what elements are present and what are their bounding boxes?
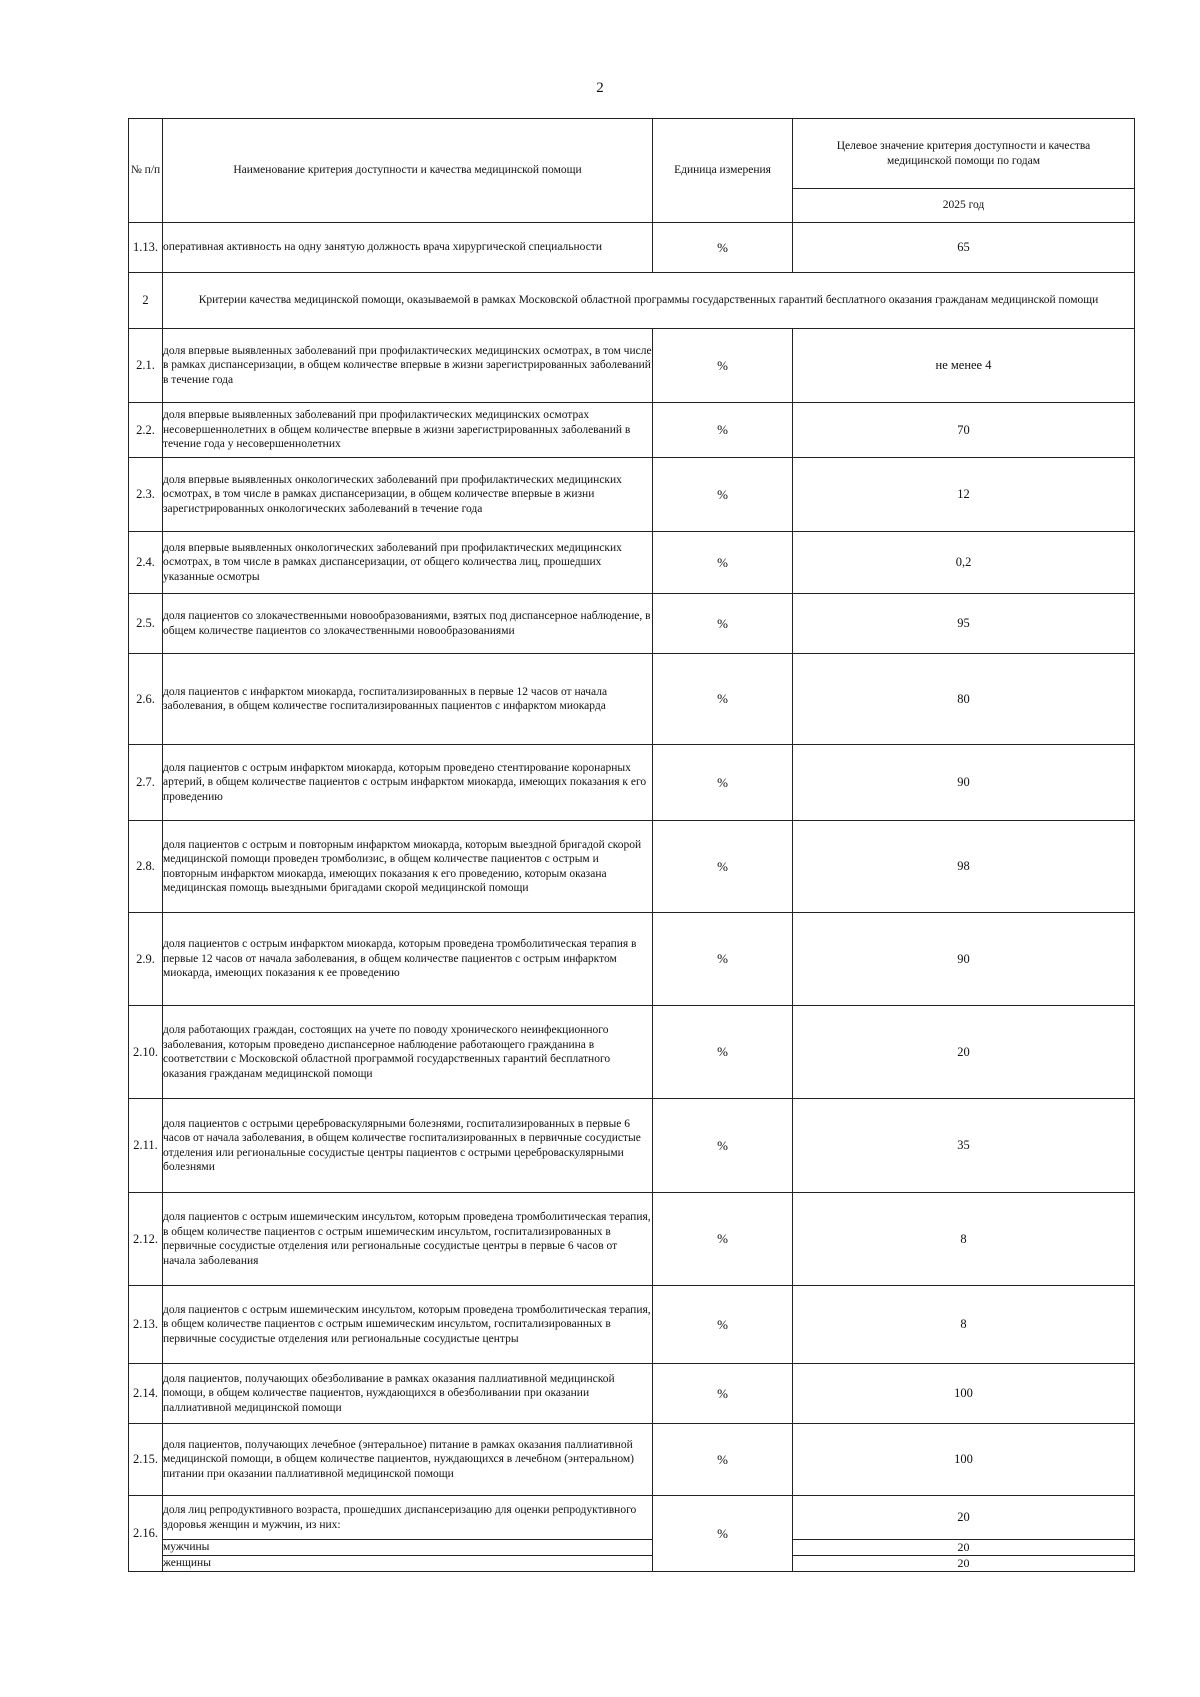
unit-value: %	[653, 1496, 793, 1572]
unit-value: %	[653, 1193, 793, 1286]
header-unit: Единица измерения	[653, 119, 793, 223]
header-criterion-name: Наименование критерия доступности и качества медицинской помощи	[163, 119, 653, 223]
criterion-name: доля работающих граждан, состоящих на учете по поводу хронического неинфекционного заболевания, которым проведено диспансерное наблюдение работающего гражданина в соответствии с Московской областной программой государственных гарантий бесплатного оказания гражданам медицинской помощи	[163, 1006, 653, 1099]
row-number: 2.15.	[129, 1424, 163, 1496]
header-number: № п/п	[129, 119, 163, 223]
row-number: 1.13.	[129, 223, 163, 273]
criterion-name: доля пациентов с острым инфарктом миокарда, которым проведена тромболитическая терапия в первые 12 часов от начала заболевания, в общем количестве пациентов с острым инфарктом миокарда, имеющих показания к ее проведению	[163, 913, 653, 1006]
page-number: 2	[596, 80, 604, 96]
row-number: 2.9.	[129, 913, 163, 1006]
row-number: 2.5.	[129, 594, 163, 654]
table-row	[129, 329, 1135, 403]
target-value: 95	[793, 594, 1135, 654]
row-number: 2.1.	[129, 329, 163, 403]
unit-value: %	[653, 594, 793, 654]
table-row	[129, 1364, 1135, 1424]
row-number: 2.8.	[129, 821, 163, 913]
criterion-name: доля пациентов, получающих обезболивание в рамках оказания паллиативной медицинской помощи, в общем количестве пациентов, нуждающихся в обезболивании при оказании паллиативной медицинской помощи	[163, 1364, 653, 1424]
target-value: 80	[793, 654, 1135, 745]
unit-value: %	[653, 1424, 793, 1496]
target-value: 100	[793, 1364, 1135, 1424]
target-value: 90	[793, 913, 1135, 1006]
criterion-name: доля пациентов с острым ишемическим инсультом, которым проведена тромболитическая терапия, в общем количестве пациентов с острым ишемическим инсультом, госпитализированных в первичные сосудистые отделения или региональные сосудистые центры	[163, 1286, 653, 1364]
criterion-name: доля пациентов с острым инфарктом миокарда, которым проведено стентирование коронарных артерий, в общем количестве пациентов с острым инфарктом миокарда, имеющих показания к его проведению	[163, 745, 653, 821]
criterion-name: доля пациентов, получающих лечебное (энтеральное) питание в рамках оказания паллиативной медицинской помощи, в общем количестве пациентов, нуждающихся в лечебном (энтеральном) питании при оказании паллиативной медицинской помощи	[163, 1424, 653, 1496]
table-row	[129, 1193, 1135, 1286]
target-value: не менее 4	[793, 329, 1135, 403]
table-row	[129, 458, 1135, 532]
criterion-name: доля пациентов с острыми цереброваскулярными болезнями, госпитализированных в первые 6 часов от начала заболевания, в общем количестве госпитализированных в первичные сосудистые отделения или региональные сосудистые центры пациентов с острыми цереброваскулярными болезнями	[163, 1099, 653, 1193]
row-number: 2	[129, 273, 163, 329]
target-value: 20	[793, 1496, 1135, 1540]
table-row	[129, 532, 1135, 594]
table-row	[129, 1424, 1135, 1496]
row-number: 2.4.	[129, 532, 163, 594]
row-number: 2.16.	[129, 1496, 163, 1572]
criterion-name: доля впервые выявленных заболеваний при профилактических медицинских осмотрах несовершеннолетних в общем количестве впервые в жизни зарегистрированных заболеваний в течение года у несовершеннолетних	[163, 403, 653, 458]
unit-value: %	[653, 913, 793, 1006]
target-value: 90	[793, 745, 1135, 821]
row-number: 2.14.	[129, 1364, 163, 1424]
row-number: 2.10.	[129, 1006, 163, 1099]
table-row	[129, 745, 1135, 821]
subgroup-name: мужчины	[163, 1540, 653, 1556]
table-row	[129, 594, 1135, 654]
target-value: 100	[793, 1424, 1135, 1496]
table-row	[129, 223, 1135, 273]
table-row	[129, 913, 1135, 1006]
subgroup-value: 20	[793, 1556, 1135, 1572]
target-value: 8	[793, 1193, 1135, 1286]
table-row	[129, 821, 1135, 913]
unit-value: %	[653, 532, 793, 594]
unit-value: %	[653, 1286, 793, 1364]
unit-value: %	[653, 745, 793, 821]
row-number: 2.13.	[129, 1286, 163, 1364]
unit-value: %	[653, 458, 793, 532]
target-value: 20	[793, 1006, 1135, 1099]
target-value: 65	[793, 223, 1135, 273]
criterion-name: оперативная активность на одну занятую должность врача хирургической специальности	[163, 223, 653, 273]
unit-value: %	[653, 223, 793, 273]
section-title: Критерии качества медицинской помощи, оказываемой в рамках Московской областной программы государственных гарантий бесплатного оказания гражданам медицинской помощи	[163, 273, 1135, 329]
criterion-name: доля впервые выявленных онкологических заболеваний при профилактических медицинских осмотрах, в том числе в рамках диспансеризации, в общем количестве впервые в жизни зарегистрированных онкологических заболеваний в течение года	[163, 458, 653, 532]
unit-value: %	[653, 654, 793, 745]
target-value: 0,2	[793, 532, 1135, 594]
table-row	[129, 1006, 1135, 1099]
row-number: 2.12.	[129, 1193, 163, 1286]
unit-value: %	[653, 1006, 793, 1099]
subgroup-value: 20	[793, 1540, 1135, 1556]
target-value: 98	[793, 821, 1135, 913]
criterion-name: доля пациентов с инфарктом миокарда, госпитализированных в первые 12 часов от начала заболевания, в общем количестве госпитализированных пациентов с инфарктом миокарда	[163, 654, 653, 745]
unit-value: %	[653, 403, 793, 458]
row-number: 2.2.	[129, 403, 163, 458]
unit-value: %	[653, 1099, 793, 1193]
criterion-name: доля лиц репродуктивного возраста, прошедших диспансеризацию для оценки репродуктивного здоровья женщин и мужчин, из них:	[163, 1496, 653, 1540]
target-value: 12	[793, 458, 1135, 532]
table-subrow	[129, 1556, 1135, 1572]
criterion-name: доля пациентов с острым ишемическим инсультом, которым проведена тромболитическая терапия, в общем количестве пациентов с острым ишемическим инсультом, госпитализированных в первичные сосудистые отделения или региональные сосудистые центры в первые 6 часов от начала заболевания	[163, 1193, 653, 1286]
row-number: 2.7.	[129, 745, 163, 821]
table-row	[129, 1496, 1135, 1540]
header-target-value: Целевое значение критерия доступности и качества медицинской помощи по годам	[793, 119, 1135, 189]
table-subrow	[129, 1540, 1135, 1556]
header-year: 2025 год	[793, 189, 1135, 223]
criteria-table	[128, 118, 1135, 1572]
table-row	[129, 654, 1135, 745]
criterion-name: доля впервые выявленных онкологических заболеваний при профилактических медицинских осмотрах, в том числе в рамках диспансеризации, от общего количества лиц, прошедших указанные осмотры	[163, 532, 653, 594]
criterion-name: доля впервые выявленных заболеваний при профилактических медицинских осмотрах, в том числе в рамках диспансеризации, в общем количестве впервые в жизни зарегистрированных заболеваний в течение года	[163, 329, 653, 403]
unit-value: %	[653, 821, 793, 913]
criterion-name: доля пациентов с острым и повторным инфарктом миокарда, которым выездной бригадой скорой медицинской помощи проведен тромболизис, в общем количестве пациентов с острым и повторным инфарктом миокарда, имеющих показания к его проведению, которым оказана медицинская помощь выездными бригадами скорой медицинской помощи	[163, 821, 653, 913]
table-row	[129, 403, 1135, 458]
target-value: 35	[793, 1099, 1135, 1193]
subgroup-name: женщины	[163, 1556, 653, 1572]
unit-value: %	[653, 1364, 793, 1424]
table-header-row	[129, 119, 1135, 189]
criterion-name: доля пациентов со злокачественными новообразованиями, взятых под диспансерное наблюдение, в общем количестве пациентов со злокачественными новообразованиями	[163, 594, 653, 654]
target-value: 8	[793, 1286, 1135, 1364]
table-row	[129, 273, 1135, 329]
table-row	[129, 1099, 1135, 1193]
row-number: 2.3.	[129, 458, 163, 532]
target-value: 70	[793, 403, 1135, 458]
unit-value: %	[653, 329, 793, 403]
table-row	[129, 1286, 1135, 1364]
row-number: 2.6.	[129, 654, 163, 745]
row-number: 2.11.	[129, 1099, 163, 1193]
table-body	[129, 223, 1135, 1572]
